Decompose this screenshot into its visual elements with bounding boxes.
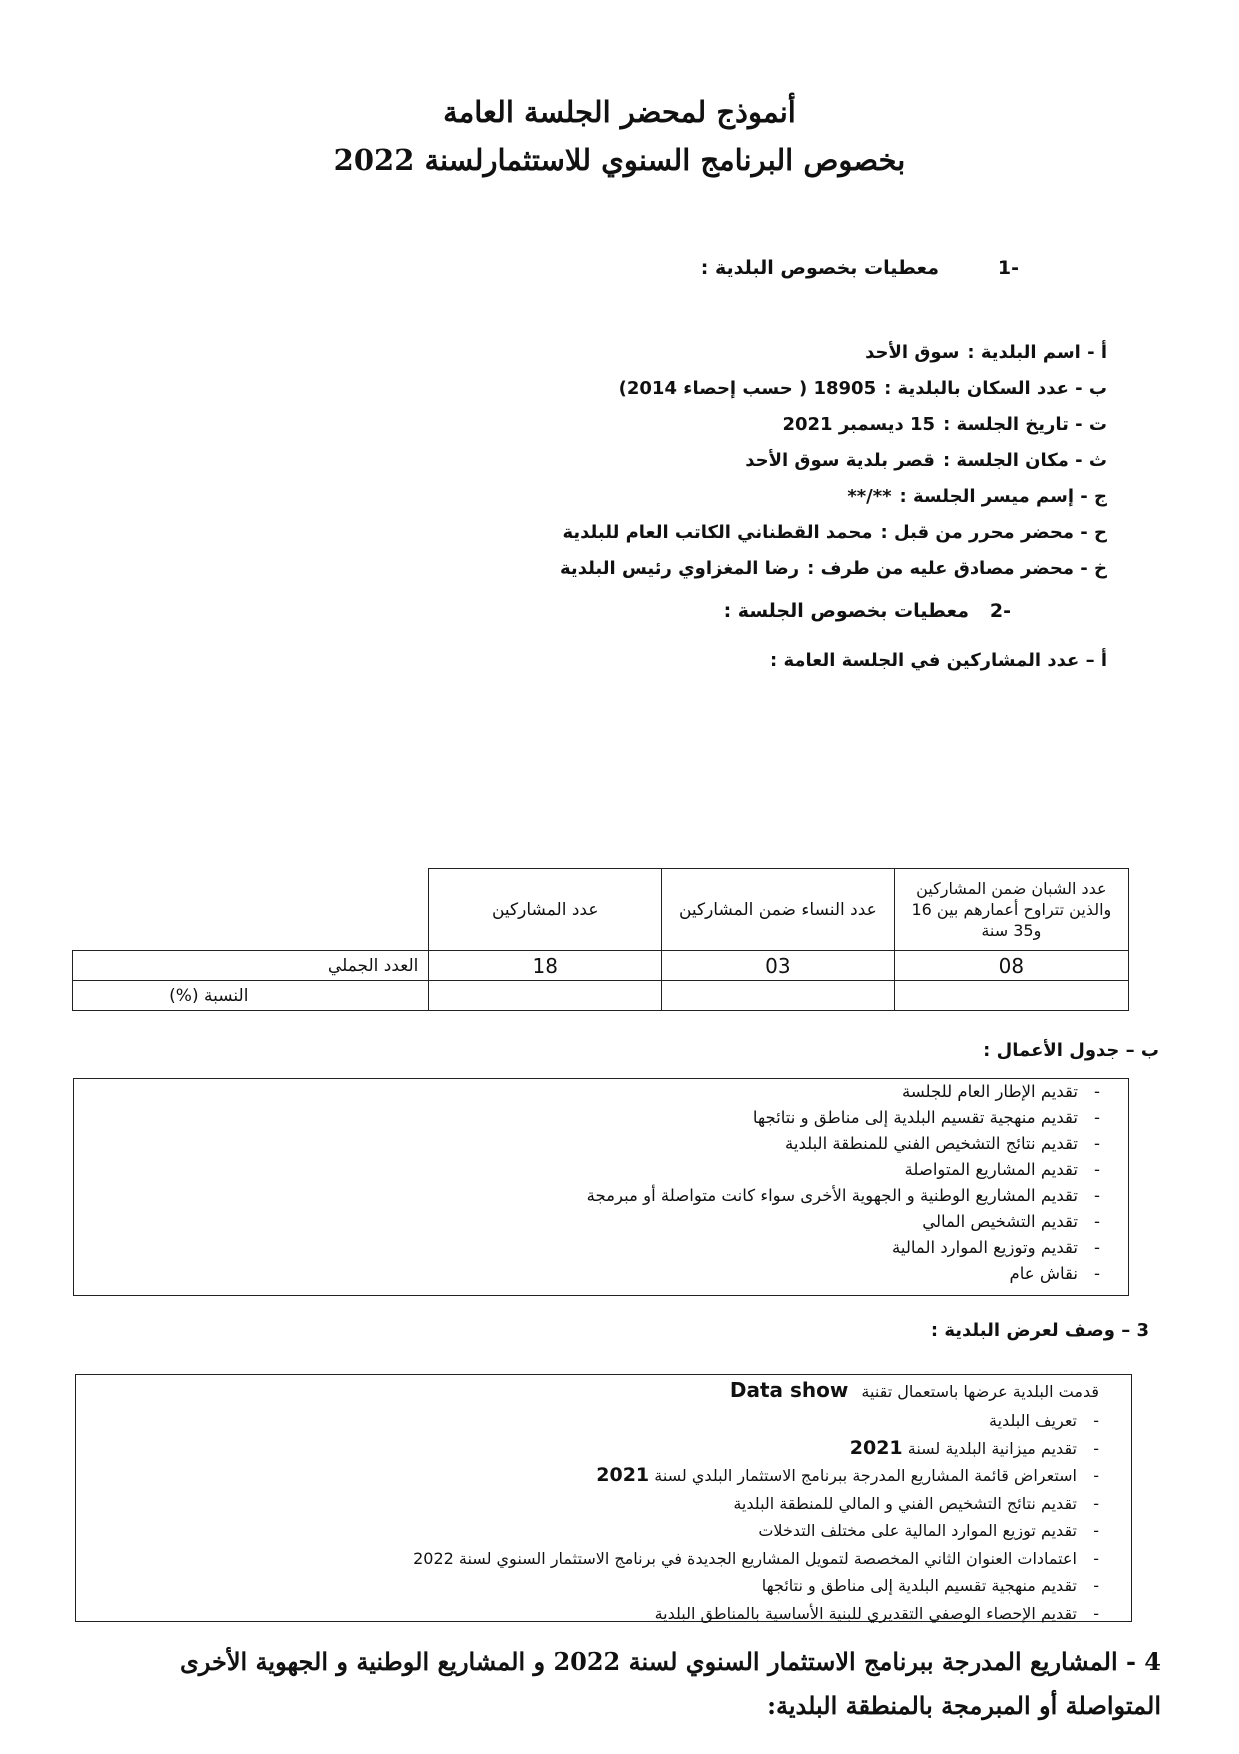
presentation-list bbox=[76, 1407, 1099, 1627]
info-value: **/** bbox=[847, 486, 892, 507]
pct-participants bbox=[429, 981, 662, 1011]
header-participants: عدد المشاركين bbox=[429, 869, 662, 951]
total-label: العدد الجملي bbox=[73, 951, 429, 981]
section1-number: -1 bbox=[997, 257, 1019, 279]
list-item: -تقديم منهجية تقسيم البلدية إلى مناطق و نتائجها bbox=[761, 1576, 1099, 1595]
list-item: -نقاش عام bbox=[1009, 1264, 1100, 1283]
info-facilitator bbox=[847, 486, 1107, 507]
info-label: ح - محضر محرر من قبل : bbox=[880, 522, 1107, 543]
info-approved-by bbox=[560, 558, 1107, 579]
list-item: -اعتمادات العنوان الثاني المخصصة لتمويل المشاريع الجديدة في برنامج الاستثمار السنوي لسنة 2022 bbox=[413, 1548, 1099, 1568]
table-row bbox=[73, 951, 1129, 981]
pct-label: النسبة (%) bbox=[73, 981, 429, 1011]
total-women: 03 bbox=[662, 951, 895, 981]
participants-table bbox=[72, 868, 1129, 1011]
header-empty-cell bbox=[73, 869, 429, 951]
list-item: -تقديم وتوزيع الموارد المالية bbox=[892, 1238, 1100, 1257]
document-subtitle: بخصوص البرنامج السنوي للاستثمارلسنة 2022 bbox=[333, 143, 906, 177]
info-value: رضا المغزاوي رئيس البلدية bbox=[560, 558, 800, 579]
list-item: -تقديم المشاريع المتواصلة bbox=[904, 1160, 1100, 1179]
list-item: -تقديم الإطار العام للجلسة bbox=[901, 1082, 1100, 1101]
info-label: أ - اسم البلدية : bbox=[967, 342, 1107, 363]
list-item: -تقديم التشخيص المالي bbox=[922, 1212, 1100, 1231]
info-population bbox=[619, 378, 1107, 399]
section3-heading: 3 – وصف لعرض البلدية : bbox=[930, 1320, 1149, 1341]
section2-heading: معطيات بخصوص الجلسة : bbox=[723, 600, 969, 622]
section1-heading: معطيات بخصوص البلدية : bbox=[700, 257, 939, 279]
info-label: ث - مكان الجلسة : bbox=[942, 450, 1107, 471]
info-municipality-name bbox=[865, 342, 1107, 363]
info-value: 15 ديسمبر 2021 bbox=[782, 414, 936, 435]
agenda-list bbox=[74, 1079, 1100, 1287]
table-header-row bbox=[73, 869, 1129, 951]
total-youth: 08 bbox=[894, 951, 1128, 981]
info-label: ب - عدد السكان بالبلدية : bbox=[884, 378, 1107, 399]
pct-youth bbox=[894, 981, 1128, 1011]
agenda-subheading: ب – جدول الأعمال : bbox=[983, 1040, 1159, 1061]
info-value: محمد القطناني الكاتب العام للبلدية bbox=[562, 522, 873, 543]
list-item: -تقديم توزيع الموارد المالية على مختلف التدخلات bbox=[758, 1521, 1099, 1540]
pct-women bbox=[662, 981, 895, 1011]
info-label: ت - تاريخ الجلسة : bbox=[943, 414, 1107, 435]
section2-number: -2 bbox=[989, 600, 1011, 622]
section4-heading: 4 - المشاريع المدرجة ببرنامج الاستثمار السنوي لسنة 2022 و المشاريع الوطنية و الجهوية الأخرى المتواصلة أو المبرمجة بالمنطقة البلدية: bbox=[179, 1647, 1161, 1720]
table-row bbox=[73, 981, 1129, 1011]
agenda-box bbox=[73, 1078, 1129, 1296]
info-session-place bbox=[745, 450, 1107, 471]
presentation-intro: قدمت البلدية عرضها باستعمال تقنية Data show bbox=[729, 1378, 1099, 1402]
list-item: -تقديم نتائج التشخيص الفني للمنطقة البلدية bbox=[785, 1134, 1100, 1153]
list-item: -تقديم منهجية تقسيم البلدية إلى مناطق و نتائجها bbox=[752, 1108, 1100, 1127]
list-item: -تقديم الإحصاء الوصفي التقديري للبنية الأساسية بالمناطق البلدية bbox=[654, 1603, 1099, 1623]
info-label: ج - إسم ميسر الجلسة : bbox=[899, 486, 1107, 507]
participants-subheading: أ – عدد المشاركين في الجلسة العامة : bbox=[770, 650, 1107, 671]
header-youth: عدد الشبان ضمن المشاركين والذين تتراوح أعمارهم بين 16 و35 سنة bbox=[894, 869, 1128, 951]
info-session-date bbox=[782, 414, 1107, 435]
list-item: -استعراض قائمة المشاريع المدرجة ببرنامج الاستثمار البلدي لسنة 2021 bbox=[596, 1464, 1099, 1486]
list-item: -تقديم ميزانية البلدية لسنة 2021 bbox=[849, 1436, 1099, 1459]
list-item: -تقديم المشاريع الوطنية و الجهوية الأخرى سواء كانت متواصلة أو مبرمجة bbox=[586, 1186, 1100, 1205]
info-value: سوق الأحد bbox=[865, 342, 960, 363]
info-drafted-by bbox=[562, 522, 1107, 543]
info-label: خ - محضر مصادق عليه من طرف : bbox=[807, 558, 1107, 579]
list-item: -تعريف البلدية bbox=[989, 1411, 1099, 1430]
presentation-box bbox=[75, 1374, 1132, 1622]
total-participants: 18 bbox=[429, 951, 662, 981]
info-value: قصر بلدية سوق الأحد bbox=[745, 450, 935, 471]
info-value: 18905 ( حسب إحصاء 2014) bbox=[618, 378, 877, 399]
header-women: عدد النساء ضمن المشاركين bbox=[662, 869, 895, 951]
list-item: -تقديم نتائج التشخيص الفني و المالي للمنطقة البلدية bbox=[733, 1493, 1099, 1513]
document-title: أنموذج لمحضر الجلسة العامة bbox=[443, 95, 796, 129]
